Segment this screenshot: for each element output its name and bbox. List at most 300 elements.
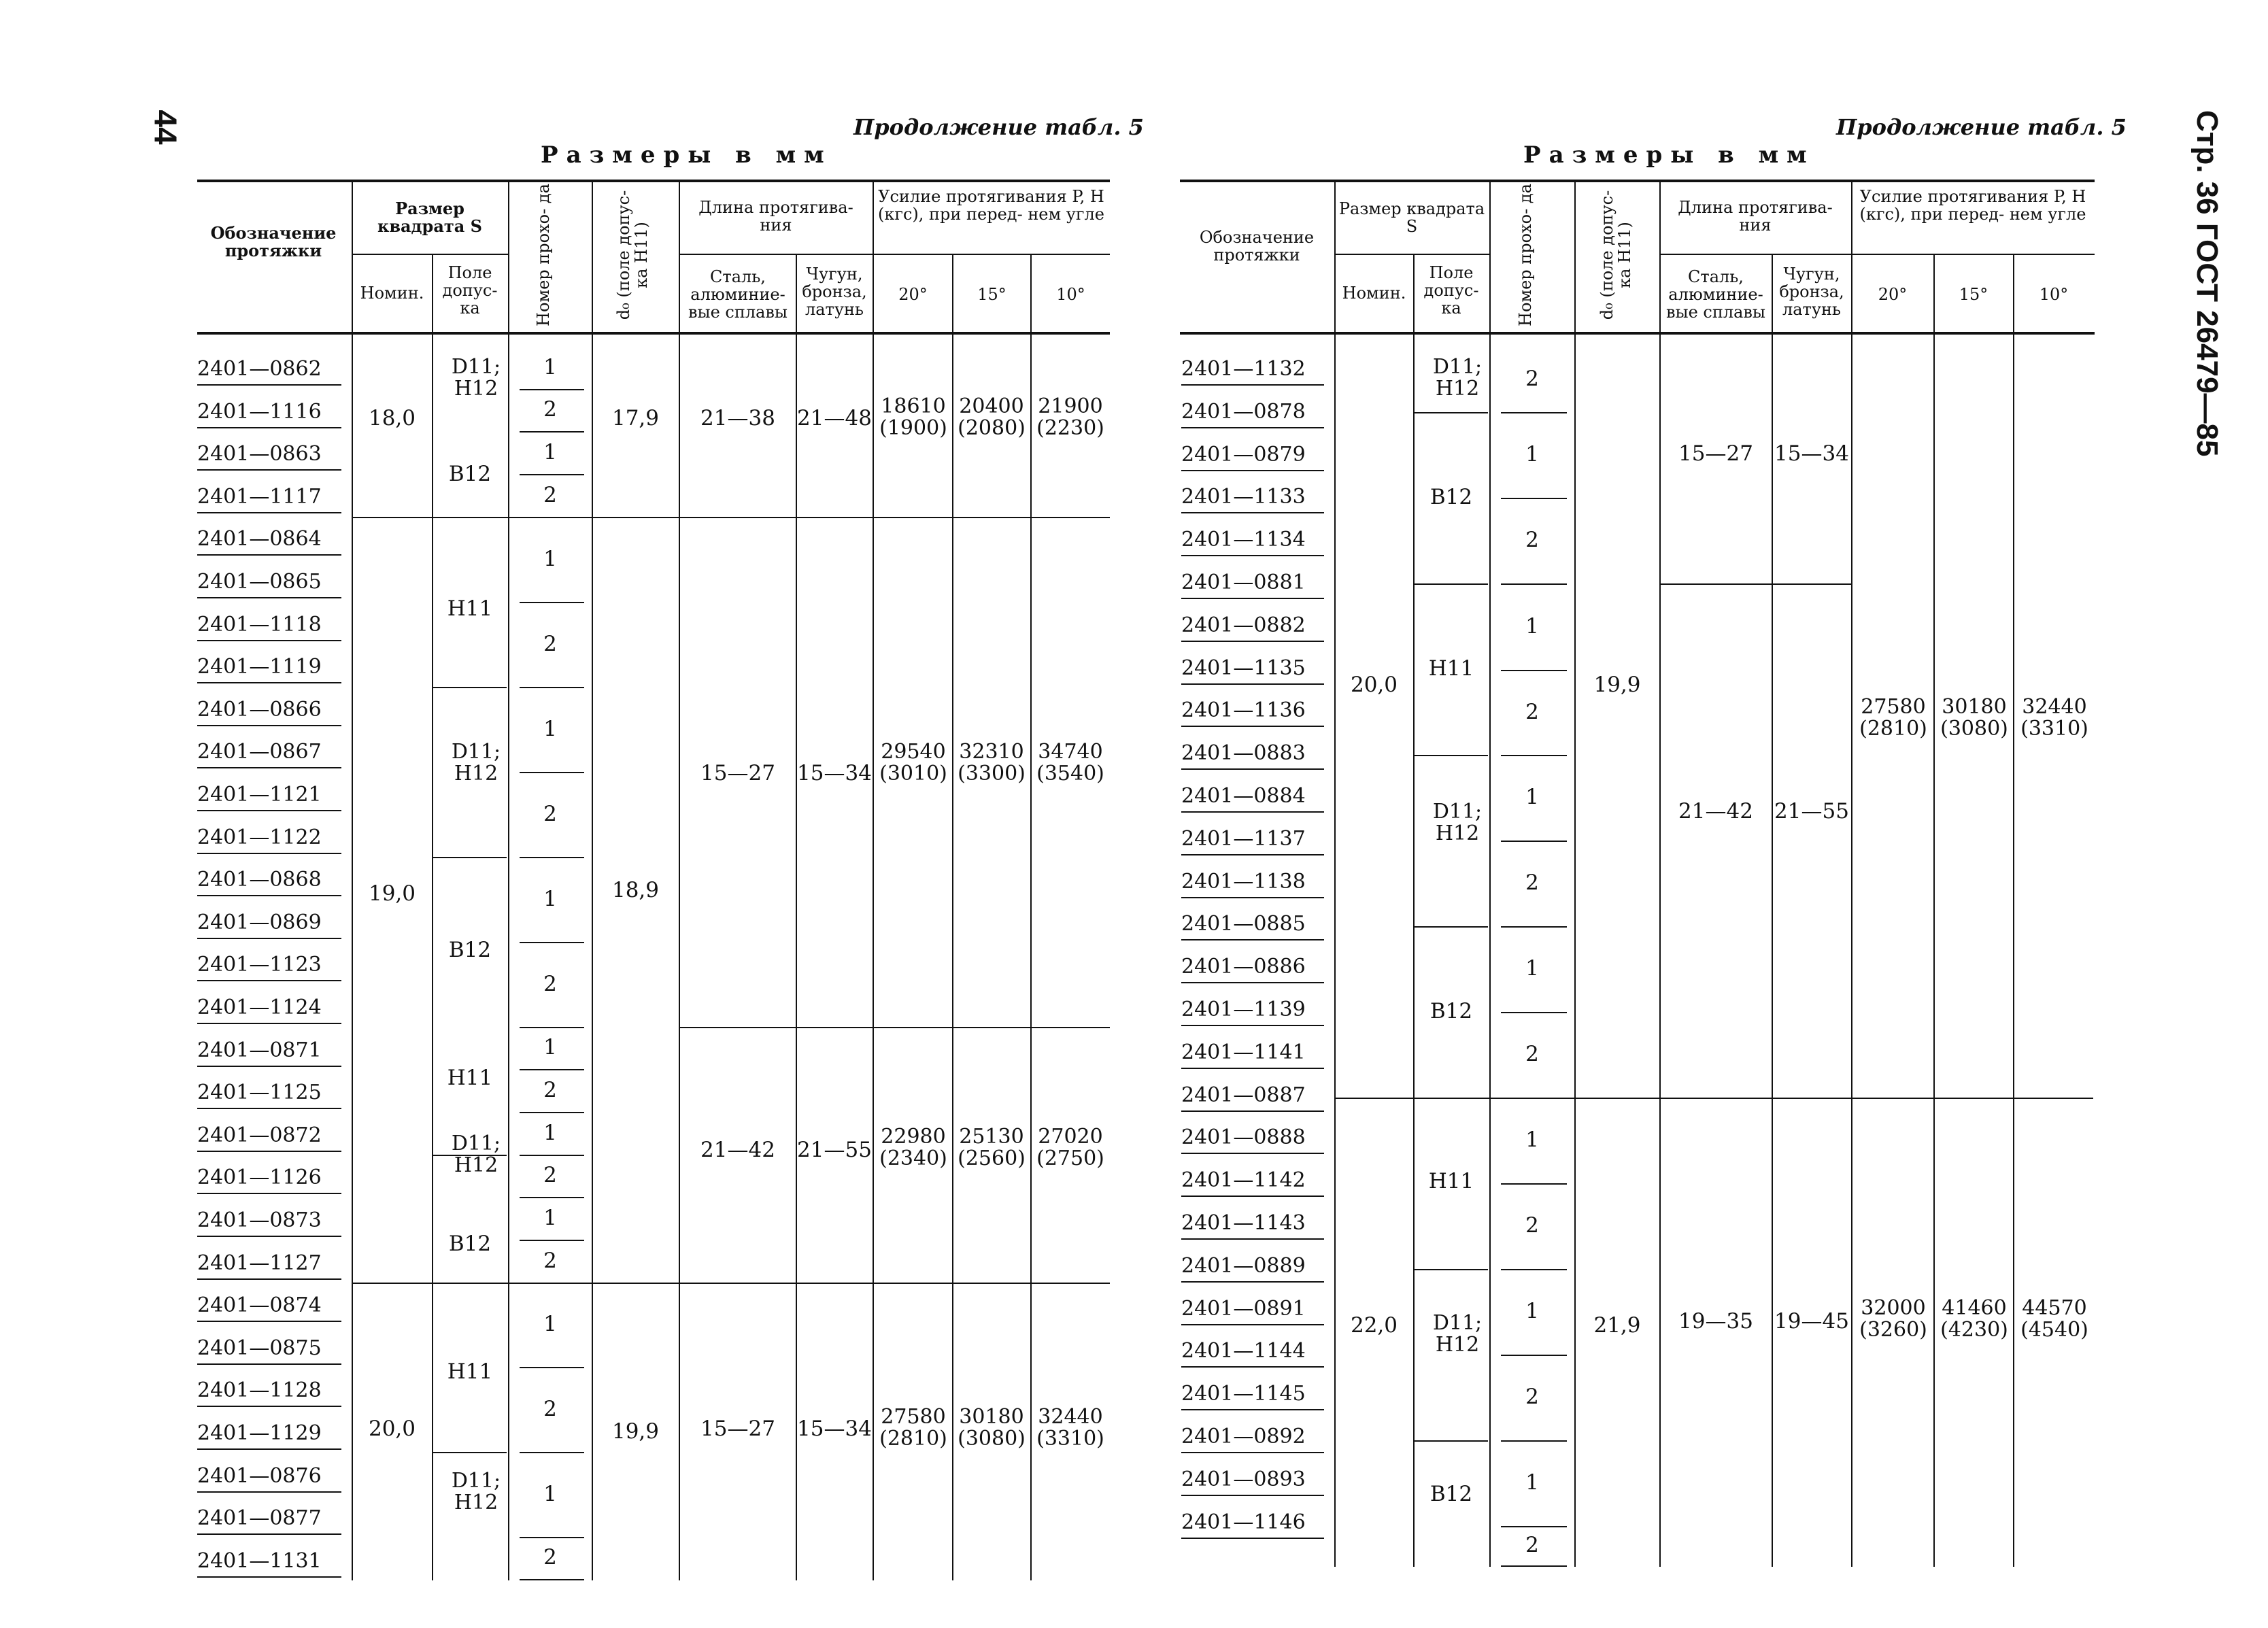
designation-cell: 2401—1134: [1181, 528, 1306, 552]
pass-separator: [520, 517, 584, 518]
column-divider: [1334, 180, 1336, 1567]
force-15-cell: 20400 (2080): [958, 394, 1026, 440]
group-separator: [1415, 1440, 1488, 1442]
sizes-note: Размеры в мм: [1523, 141, 1815, 169]
steel-cell: 19—35: [1678, 1309, 1753, 1334]
designation-underline: [197, 1448, 341, 1450]
tolerance-cell: D11; H12: [451, 1132, 501, 1177]
designation-underline: [197, 640, 341, 641]
pass-cell: 2: [1525, 699, 1539, 724]
group-separator: [353, 517, 1110, 518]
designation-cell: 2401—0885: [1181, 912, 1306, 936]
continuation-label: Продолжение табл. 5: [853, 114, 1144, 140]
iron-cell: 21—55: [1774, 799, 1849, 824]
pass-cell: 2: [543, 1396, 557, 1421]
force-20-cell: 27580 (2810): [879, 1405, 947, 1451]
designation-underline: [197, 810, 341, 811]
column-divider: [952, 254, 953, 1580]
pass-cell: 2: [543, 482, 557, 507]
force-10-cell: 32440 (3310): [1036, 1405, 1104, 1451]
iron-cell: 19—45: [1774, 1309, 1849, 1334]
pass-separator: [520, 1283, 584, 1284]
designation-cell: 2401—1132: [1181, 357, 1306, 381]
designation-cell: 2401—1127: [197, 1251, 322, 1275]
designation-underline: [197, 1066, 341, 1067]
designation-cell: 2401—0877: [197, 1506, 322, 1531]
designation-cell: 2401—1126: [197, 1166, 322, 1190]
designation-cell: 2401—1146: [1181, 1510, 1306, 1534]
designation-cell: 2401—0881: [1181, 571, 1306, 594]
force-20-cell: 22980 (2340): [879, 1125, 947, 1170]
nominal-cell: 19,0: [368, 881, 416, 906]
designation-cell: 2401—1144: [1181, 1339, 1306, 1363]
nominal-cell: 20,0: [1350, 673, 1398, 697]
nominal-cell: 20,0: [368, 1417, 416, 1441]
force-20-cell: 29540 (3010): [879, 740, 947, 785]
pass-separator: [1501, 755, 1567, 756]
header-angle-15: 15°: [977, 285, 1006, 304]
pass-separator: [1501, 412, 1567, 413]
designation-underline: [1181, 1495, 1324, 1496]
pass-cell: 2: [543, 1248, 557, 1273]
pass-separator: [1501, 1565, 1567, 1567]
designation-cell: 2401—0882: [1181, 613, 1306, 637]
pass-cell: 2: [1525, 870, 1539, 895]
header-angle-15: 15°: [1959, 285, 1988, 304]
designation-underline: [197, 427, 341, 428]
designation-cell: 2401—0864: [197, 527, 322, 552]
force-15-cell: 30180 (3080): [1940, 695, 2008, 741]
pass-separator: [520, 687, 584, 688]
group-separator: [1661, 583, 1851, 585]
pass-cell: 1: [1525, 442, 1539, 467]
force-10-cell: 32440 (3310): [2020, 695, 2088, 741]
pass-cell: 1: [1525, 613, 1539, 639]
header-angle-20: 20°: [1878, 285, 1908, 304]
iron-cell: 15—34: [797, 1417, 872, 1441]
designation-cell: 2401—1119: [197, 655, 322, 679]
designation-underline: [1181, 384, 1324, 386]
header-sub-rule: [352, 254, 508, 255]
pass-separator: [520, 857, 584, 858]
designation-cell: 2401—1142: [1181, 1168, 1306, 1193]
designation-cell: 2401—1124: [197, 996, 322, 1019]
designation-underline: [1181, 1195, 1324, 1197]
group-separator: [1415, 1269, 1488, 1270]
designation-underline: [1181, 897, 1324, 898]
group-separator: [433, 687, 507, 688]
designation-cell: 2401—1117: [197, 484, 322, 509]
designation-underline: [1181, 1153, 1324, 1154]
designation-cell: 2401—1131: [197, 1548, 322, 1573]
designation-underline: [1181, 1025, 1324, 1026]
header-steel: Сталь, алюминие- вые сплавы: [688, 267, 788, 322]
designation-cell: 2401—0865: [197, 570, 322, 594]
designation-cell: 2401—0863: [197, 442, 322, 467]
header-designation: Обозначение протяжки: [1199, 228, 1315, 265]
pass-cell: 2: [1525, 1213, 1539, 1238]
designation-cell: 2401—0868: [197, 868, 322, 892]
designation-cell: 2401—1139: [1181, 998, 1306, 1021]
column-divider: [1030, 254, 1032, 1580]
pass-cell: 2: [543, 1545, 557, 1570]
designation-cell: 2401—1129: [197, 1421, 322, 1445]
pass-separator: [520, 1579, 584, 1580]
pass-separator: [520, 1112, 584, 1113]
designation-underline: [1181, 811, 1324, 813]
side-title: Стр. 36 ГОСТ 26479—85: [2190, 110, 2224, 457]
designation-cell: 2401—0878: [1181, 399, 1306, 424]
page-number: 44: [148, 109, 184, 145]
tolerance-cell: D11; H12: [1432, 1311, 1483, 1357]
force-10-cell: 44570 (4540): [2020, 1296, 2088, 1342]
pass-cell: 1: [543, 1120, 557, 1145]
tolerance-cell: B12: [1429, 1482, 1473, 1506]
header-square-size: Размер квадрата S: [1338, 199, 1485, 236]
designation-cell: 2401—0883: [1181, 741, 1306, 766]
force-15-cell: 25130 (2560): [958, 1125, 1026, 1170]
designation-underline: [197, 1236, 341, 1237]
designation-underline: [197, 980, 341, 981]
tolerance-cell: H11: [1428, 656, 1474, 681]
pass-cell: 1: [543, 1035, 557, 1059]
tolerance-cell: D11; H12: [1432, 355, 1483, 401]
pass-separator: [1501, 926, 1567, 928]
iron-cell: 15—34: [797, 761, 872, 785]
pass-separator: [1501, 1355, 1567, 1356]
pass-cell: 1: [543, 355, 557, 379]
tolerance-cell: H11: [447, 596, 493, 621]
nominal-cell: 22,0: [1350, 1313, 1398, 1338]
steel-cell: 15—27: [700, 1417, 775, 1441]
designation-underline: [197, 853, 341, 854]
designation-underline: [197, 1363, 341, 1365]
designation-underline: [1181, 598, 1324, 599]
designation-underline: [197, 1023, 341, 1024]
header-force: Усилие протягивания P, Н (кгс), при перед- нем угле: [878, 187, 1104, 224]
designation-underline: [1181, 1110, 1324, 1112]
designation-cell: 2401—0879: [1181, 442, 1306, 467]
designation-cell: 2401—1122: [197, 825, 322, 849]
pass-cell: 2: [1525, 528, 1539, 552]
header-bottom-rule: [197, 332, 1110, 335]
header-nominal: Номин.: [360, 284, 424, 303]
designation-underline: [197, 1576, 341, 1578]
pass-cell: 2: [543, 631, 557, 656]
pass-cell: 1: [1525, 1470, 1539, 1495]
designation-underline: [197, 597, 341, 598]
designation-cell: 2401—0891: [1181, 1296, 1306, 1321]
designation-underline: [1181, 726, 1324, 727]
designation-underline: [1181, 1324, 1324, 1325]
designation-cell: 2401—0871: [197, 1038, 322, 1062]
designation-underline: [1181, 1366, 1324, 1368]
column-divider: [1574, 180, 1576, 1567]
designation-underline: [197, 1321, 341, 1322]
pass-separator: [1501, 1183, 1567, 1185]
force-15-cell: 30180 (3080): [958, 1405, 1026, 1451]
continuation-label: Продолжение табл. 5: [1836, 114, 2127, 140]
steel-cell: 21—42: [700, 1138, 775, 1162]
designation-underline: [1181, 555, 1324, 556]
designation-underline: [197, 512, 341, 513]
pass-separator: [520, 1197, 584, 1198]
designation-underline: [1181, 1068, 1324, 1069]
pass-separator: [520, 1367, 584, 1368]
header-broach-length: Длина протягива- ния: [1678, 198, 1833, 235]
column-divider: [508, 180, 509, 1580]
pass-separator: [520, 1240, 584, 1241]
pass-cell: 2: [1525, 367, 1539, 391]
designation-underline: [197, 469, 341, 471]
nominal-cell: 18,0: [368, 406, 416, 430]
designation-underline: [197, 1491, 341, 1493]
designation-underline: [1181, 854, 1324, 855]
table-top-rule: [197, 180, 1110, 182]
pass-cell: 2: [543, 971, 557, 996]
designation-cell: 2401—1121: [197, 783, 322, 807]
tolerance-cell: H11: [447, 1359, 493, 1384]
tolerance-cell: H11: [447, 1066, 493, 1090]
column-divider: [1659, 180, 1661, 1567]
pass-separator: [1501, 1012, 1567, 1013]
table-top-rule: [1180, 180, 2095, 182]
steel-cell: 15—27: [1678, 441, 1753, 466]
steel-cell: 21—42: [1678, 799, 1753, 824]
designation-underline: [1181, 427, 1324, 428]
tolerance-cell: D11; H12: [451, 1469, 501, 1514]
pass-cell: 1: [543, 716, 557, 741]
steel-cell: 21—38: [700, 406, 775, 430]
group-separator: [433, 857, 507, 858]
designation-underline: [197, 1108, 341, 1109]
designation-underline: [197, 767, 341, 768]
designation-cell: 2401—0888: [1181, 1125, 1306, 1150]
designation-underline: [197, 1533, 341, 1535]
pass-cell: 1: [543, 1205, 557, 1230]
force-10-cell: 27020 (2750): [1036, 1125, 1104, 1170]
column-divider: [873, 180, 874, 1580]
column-divider: [1413, 254, 1415, 1567]
iron-cell: 15—34: [1774, 441, 1849, 466]
force-10-cell: 21900 (2230): [1036, 394, 1104, 440]
designation-underline: [1181, 641, 1324, 642]
designation-cell: 2401—0889: [1181, 1253, 1306, 1278]
header-force: Усилие протягивания P, Н (кгс), при перед- нем угле: [1859, 187, 2086, 224]
header-pass-number: Номер прохо- да: [534, 184, 553, 326]
header-nominal: Номин.: [1342, 284, 1406, 303]
designation-cell: 2401—1137: [1181, 826, 1306, 851]
pass-cell: 1: [1525, 1299, 1539, 1323]
header-sub-rule: [1334, 254, 1489, 255]
pass-separator: [520, 389, 584, 390]
column-divider: [1933, 254, 1935, 1567]
group-separator: [433, 1452, 507, 1453]
tolerance-cell: D11; H12: [451, 355, 501, 401]
header-angle-20: 20°: [898, 285, 928, 304]
header-pass-number: Номер прохо- да: [1516, 184, 1535, 326]
pass-separator: [520, 1155, 584, 1156]
designation-underline: [197, 725, 341, 726]
pass-cell: 2: [1525, 1533, 1539, 1557]
designation-underline: [1181, 1452, 1324, 1453]
designation-cell: 2401—0874: [197, 1293, 322, 1318]
designation-cell: 2401—0867: [197, 740, 322, 764]
pass-cell: 1: [543, 546, 557, 571]
header-bottom-rule: [1180, 332, 2095, 335]
pass-separator: [520, 942, 584, 943]
tolerance-cell: B12: [1429, 485, 1473, 509]
pass-separator: [520, 772, 584, 773]
designation-underline: [197, 1151, 341, 1152]
steel-cell: 15—27: [700, 761, 775, 785]
designation-cell: 2401—0872: [197, 1123, 322, 1147]
pass-separator: [520, 1069, 584, 1070]
header-d0: d₀ (поле допус- ка H11): [1597, 190, 1634, 320]
pass-cell: 1: [543, 1481, 557, 1506]
header-sub-rule: [679, 254, 1110, 255]
group-separator: [353, 1283, 1110, 1284]
pass-cell: 1: [1525, 956, 1539, 981]
designation-underline: [1181, 1238, 1324, 1240]
header-tolerance: Поле допус- ка: [442, 263, 498, 318]
force-15-cell: 32310 (3300): [958, 740, 1026, 785]
column-divider: [1851, 180, 1852, 1567]
designation-underline: [1181, 939, 1324, 940]
designation-underline: [1181, 1281, 1324, 1283]
designation-underline: [197, 938, 341, 939]
designation-cell: 2401—1135: [1181, 656, 1306, 680]
designation-cell: 2401—0887: [1181, 1083, 1306, 1107]
d0-cell: 17,9: [611, 406, 660, 430]
d0-cell: 19,9: [1593, 673, 1641, 697]
pass-cell: 2: [1525, 1385, 1539, 1409]
force-15-cell: 41460 (4230): [1940, 1296, 2008, 1342]
pass-separator: [520, 602, 584, 603]
group-separator: [1336, 1098, 2093, 1099]
pass-cell: 2: [543, 1163, 557, 1187]
tolerance-cell: B12: [448, 938, 492, 962]
pass-separator: [1501, 498, 1567, 499]
group-separator: [1415, 926, 1488, 928]
designation-underline: [197, 1193, 341, 1194]
force-20-cell: 32000 (3260): [1859, 1296, 1927, 1342]
designation-underline: [197, 682, 341, 683]
force-10-cell: 34740 (3540): [1036, 740, 1104, 785]
header-tolerance: Поле допус- ка: [1423, 263, 1479, 318]
column-divider: [2013, 254, 2014, 1567]
designation-cell: 2401—1128: [197, 1378, 322, 1403]
pass-separator: [520, 1537, 584, 1538]
group-separator: [1415, 583, 1488, 585]
header-broach-length: Длина протягива- ния: [698, 198, 853, 235]
designation-underline: [1181, 683, 1324, 685]
designation-underline: [197, 1278, 341, 1280]
designation-cell: 2401—0869: [197, 910, 322, 934]
designation-underline: [1181, 1538, 1324, 1539]
pass-separator: [1501, 1440, 1567, 1442]
pass-separator: [1501, 841, 1567, 842]
pass-separator: [520, 431, 584, 433]
designation-underline: [1181, 1409, 1324, 1410]
designation-cell: 2401—1125: [197, 1081, 322, 1105]
header-iron: Чугун, бронза, латунь: [1779, 265, 1844, 319]
d0-cell: 19,9: [611, 1419, 660, 1444]
column-divider: [352, 180, 353, 1580]
designation-cell: 2401—1118: [197, 612, 322, 637]
pass-separator: [520, 474, 584, 475]
designation-cell: 2401—1136: [1181, 698, 1306, 723]
pass-separator: [1501, 1098, 1567, 1099]
tolerance-cell: B12: [1429, 999, 1473, 1023]
pass-cell: 1: [1525, 1127, 1539, 1152]
header-d0: d₀ (поле допус- ка H11): [614, 190, 651, 320]
tolerance-cell: B12: [448, 462, 492, 486]
designation-cell: 2401—0876: [197, 1463, 322, 1488]
header-square-size: Размер квадрата S: [377, 199, 482, 236]
designation-underline: [1181, 512, 1324, 513]
pass-separator: [1501, 1269, 1567, 1270]
tolerance-cell: D11; H12: [451, 740, 501, 785]
designation-underline: [1181, 768, 1324, 770]
designation-underline: [197, 1406, 341, 1407]
designation-underline: [197, 895, 341, 896]
designation-cell: 2401—0893: [1181, 1467, 1306, 1491]
header-steel: Сталь, алюминие- вые сплавы: [1665, 267, 1766, 322]
designation-cell: 2401—1141: [1181, 1040, 1306, 1064]
designation-cell: 2401—1138: [1181, 869, 1306, 894]
column-divider: [796, 254, 797, 1580]
force-20-cell: 18610 (1900): [879, 394, 947, 440]
pass-separator: [1501, 670, 1567, 671]
tolerance-cell: D11; H12: [1432, 800, 1483, 845]
column-divider: [679, 180, 680, 1580]
designation-cell: 2401—0875: [197, 1336, 322, 1360]
group-separator: [1415, 755, 1488, 756]
group-separator: [680, 1027, 1110, 1028]
pass-cell: 2: [1525, 1042, 1539, 1066]
designation-cell: 2401—0884: [1181, 784, 1306, 808]
header-designation: Обозначение протяжки: [210, 223, 337, 260]
d0-cell: 21,9: [1593, 1313, 1641, 1338]
designation-underline: [197, 554, 341, 556]
designation-underline: [197, 384, 341, 386]
pass-cell: 2: [543, 801, 557, 826]
pass-cell: 2: [543, 397, 557, 422]
pass-cell: 1: [543, 1312, 557, 1336]
iron-cell: 21—48: [797, 406, 872, 430]
iron-cell: 21—55: [797, 1138, 872, 1162]
designation-cell: 2401—1133: [1181, 485, 1306, 509]
tolerance-cell: B12: [448, 1232, 492, 1256]
designation-cell: 2401—0862: [197, 357, 322, 381]
designation-cell: 2401—1116: [197, 399, 322, 424]
header-angle-10: 10°: [2039, 285, 2069, 304]
designation-underline: [1181, 470, 1324, 471]
header-sub-rule: [1659, 254, 2095, 255]
pass-cell: 1: [1525, 785, 1539, 809]
designation-cell: 2401—0886: [1181, 955, 1306, 979]
designation-cell: 2401—1123: [197, 953, 322, 977]
pass-separator: [1501, 583, 1567, 585]
tolerance-cell: H11: [1428, 1169, 1474, 1193]
d0-cell: 18,9: [611, 878, 660, 902]
pass-cell: 1: [543, 439, 557, 464]
group-separator: [1415, 412, 1488, 413]
designation-cell: 2401—0866: [197, 697, 322, 722]
sizes-note: Размеры в мм: [541, 141, 832, 169]
pass-cell: 2: [543, 1077, 557, 1102]
